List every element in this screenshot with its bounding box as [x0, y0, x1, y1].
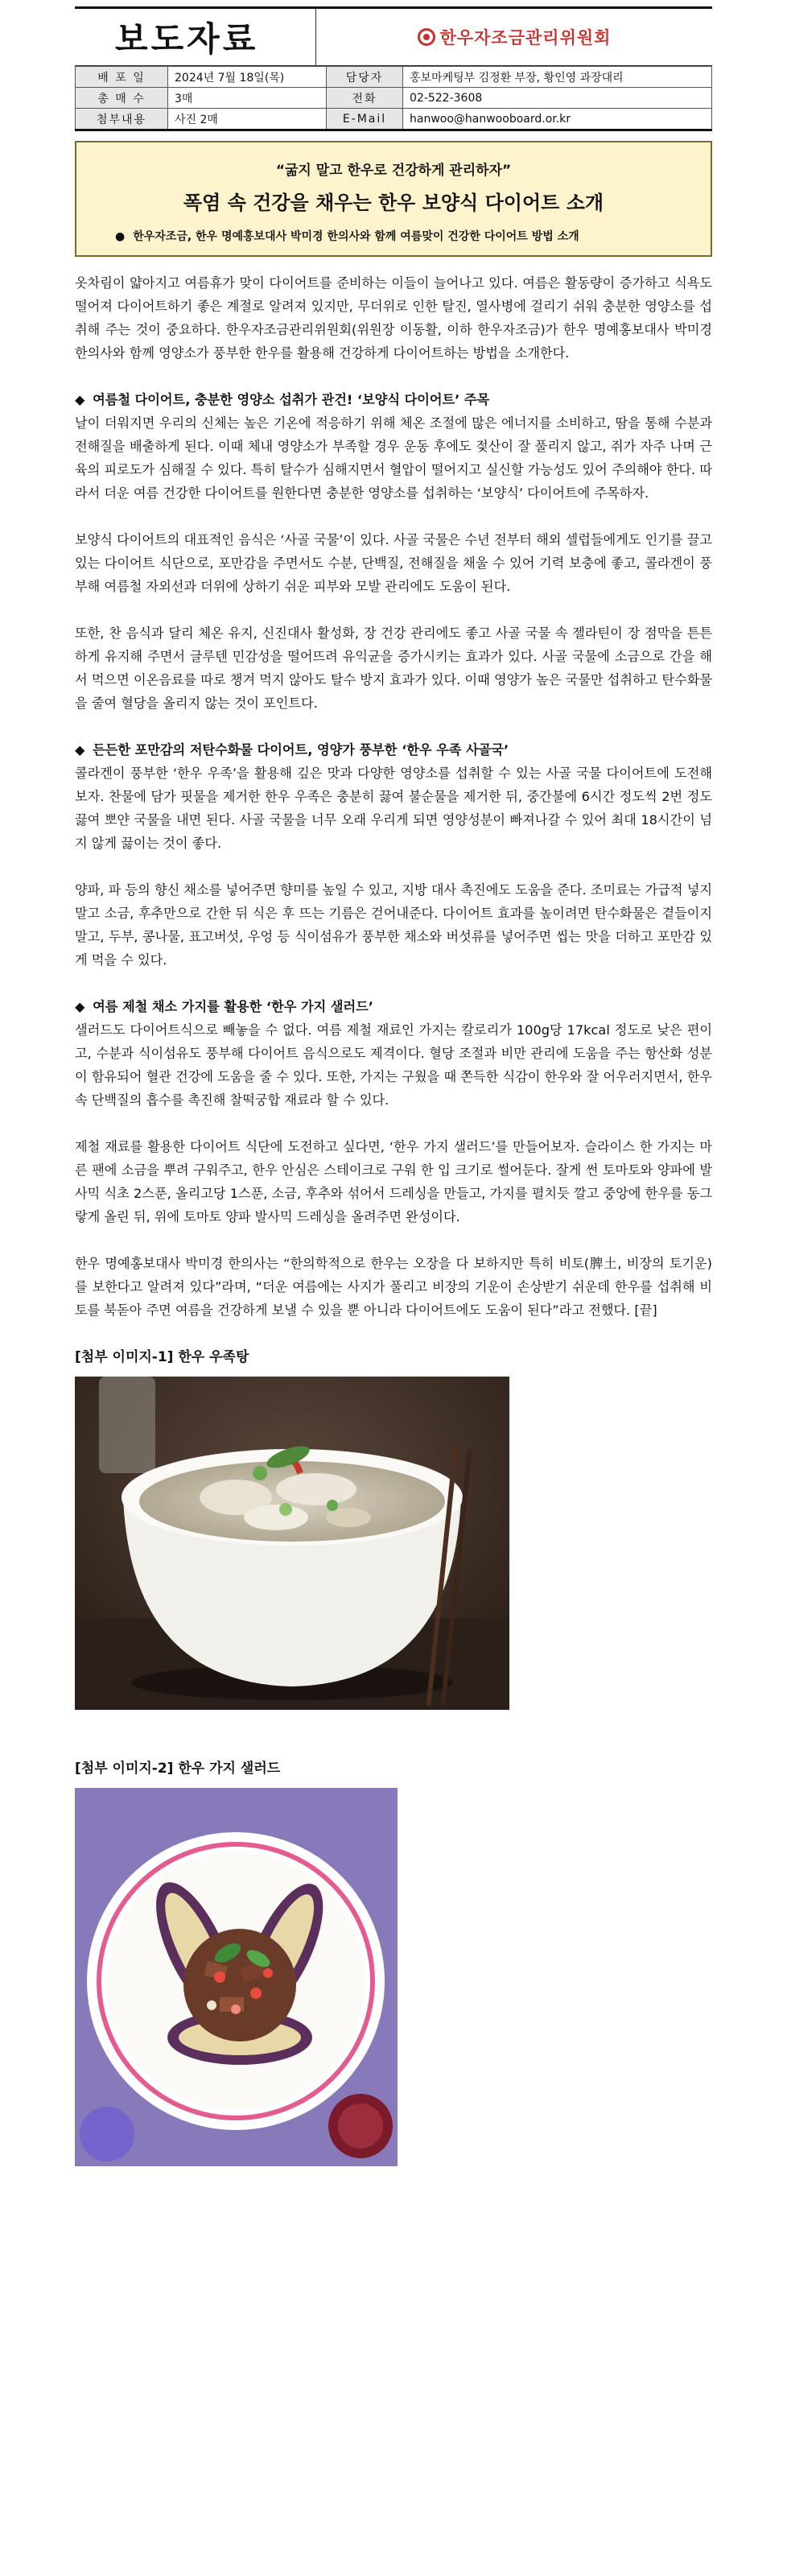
- closing-paragraph: 한우 명예홍보대사 박미경 한의사는 “한의학적으로 한우는 오장을 다 보하지만 특히 비토(脾土, 비장의 토기운)를 보한다고 알려져 있다”라며, “더운 여름에는 사지가 풀리고 비장의 기운이 손상받기 쉬운데 한우를 섭취해 비토를 북돋아 주면 여름을 건강하게 보낼 수 있을 뿐 아니라 다이어트에도 도움이 된다”라고 전했다. [끝]: [75, 1256, 712, 1318]
- meta-row: [76, 88, 712, 109]
- meta-value: 02-522-3608: [403, 88, 712, 109]
- header: [75, 6, 712, 66]
- meta-row: [76, 109, 712, 130]
- attachment-caption: [첨부 이미지-1] 한우 우족탕: [75, 1349, 249, 1365]
- headline-box: [75, 141, 712, 257]
- attachment-1: [75, 1345, 712, 1710]
- article-body: [75, 271, 712, 1322]
- meta-label: 총 매 수: [76, 88, 168, 109]
- meta-value: 홍보마케팅부 김정환 부장, 황인영 과장대리: [403, 67, 712, 88]
- attachment-2: [75, 1757, 712, 2166]
- eggplant-salad-photo: [75, 1788, 398, 2166]
- doc-title: 보도자료: [75, 9, 316, 65]
- paragraph: 제철 재료를 활용한 다이어트 식단에 도전하고 싶다면, ‘한우 가지 샐러드’를 만들어보자. 슬라이스 한 가지는 마른 팬에 소금을 뿌려 구워주고, 한우 안심은 스테이크로 구워 한 입 크기로 썰어둔다. 잘게 썬 토마토와 양파에 발사믹 식초 2스푼, 올리고당 1스푼, 소금, 후추와 섞어서 드레싱을 만들고, 가지를 펼치듯 깔고 중앙에 한우를 동그랗게 올린 뒤, 위에 토마토 양파 발사믹 드레싱을 올려주면 완성이다.: [75, 1139, 712, 1224]
- meta-table: [75, 66, 712, 131]
- diamond-icon: ◆: [75, 392, 85, 407]
- headline-bullet: ● 한우자조금, 한우 명예홍보대사 박미경 한의사와 함께 여름맞이 건강한 다이어트 방법 소개: [89, 228, 698, 244]
- org-logo: [316, 9, 712, 65]
- diamond-icon: ◆: [75, 999, 85, 1014]
- beef-soup-photo: [75, 1377, 509, 1710]
- intro-paragraph: 옷차림이 얇아지고 여름휴가 맞이 다이어트를 준비하는 이들이 늘어나고 있다. 여름은 활동량이 증가하고 식욕도 떨어져 다이어트하기 좋은 계절로 알려져 있지만, 무더위로 인한 탈진, 열사병에 걸리기 쉬워 충분한 영양소를 섭취해 주는 것이 중요하다. 한우자조금관리위원회(위원장 이동활, 이하 한우자조금)가 한우 명예홍보대사 박미경 한의사와 함께 영양소가 풍부한 한우를 활용해 건강하게 다이어트하는 방법을 소개한다.: [75, 275, 712, 361]
- attachment-caption: [첨부 이미지-2] 한우 가지 샐러드: [75, 1761, 281, 1777]
- eggplant-salad-illustration: [75, 1788, 398, 2166]
- diamond-icon: ◆: [75, 742, 85, 758]
- paragraph: 콜라겐이 풍부한 ‘한우 우족’을 활용해 깊은 맛과 다양한 영양소를 섭취할 수 있는 사골 국물 다이어트에 도전해 보자. 찬물에 담가 핏물을 제거한 한우 우족은 충분히 끓여 불순물을 제거한 뒤, 중간불에 6시간 정도씩 2번 정도 끓여 뽀얀 국물을 내면 된다. 사골 국물을 너무 오래 우리게 되면 영양성분이 빠져나갈 수 있어 최대 18시간이 넘지 않게 끓이는 것이 좋다.: [75, 766, 712, 851]
- section-heading: ◆ 든든한 포만감의 저탄수화물 다이어트, 영양가 풍부한 ‘한우 우족 사골국’: [75, 742, 509, 758]
- meta-email[interactable]: hanwoo@hanwooboard.or.kr: [403, 109, 712, 130]
- paragraph: 샐러드도 다이어트식으로 빼놓을 수 없다. 여름 제철 재료인 가지는 칼로리가 100g당 17kcal 정도로 낮은 편이고, 수분과 식이섬유도 풍부해 다이어트 음식으로도 제격이다. 혈당 조절과 비만 관리에 도움을 주는 항산화 성분이 함유되어 혈관 건강에 도움을 줄 수 있다. 또한, 가지는 구웠을 때 쫀득한 식감이 한우와 잘 어우러지면서, 한우 속 단백질의 흡수를 촉진해 찰떡궁합 재료라 할 수 있다.: [75, 1022, 712, 1108]
- paragraph: 보양식 다이어트의 대표적인 음식은 ‘사골 국물’이 있다. 사골 국물은 수년 전부터 해외 셀럽들에게도 인기를 끌고 있는 다이어트 식단으로, 포만감을 주면서도 수분, 단백질, 전해질을 채울 수 있어 기력 보충에 좋고, 콜라겐이 풍부해 여름철 자외선과 더위에 상하기 쉬운 피부와 모발 관리에도 도움이 된다.: [75, 532, 712, 594]
- headline-title: 폭염 속 건강을 채우는 한우 보양식 다이어트 소개: [183, 192, 604, 214]
- meta-value: 2024년 7월 18일(목): [168, 67, 327, 88]
- meta-label: E-Mail: [327, 109, 403, 130]
- beef-soup-illustration: [75, 1377, 509, 1710]
- meta-label: 배 포 일: [76, 67, 168, 88]
- meta-row: [76, 67, 712, 88]
- meta-label: 담당자: [327, 67, 403, 88]
- paragraph: 양파, 파 등의 향신 채소를 넣어주면 향미를 높일 수 있고, 지방 대사 촉진에도 도움을 준다. 조미료는 가급적 넣지 말고 소금, 후추만으로 간한 뒤 식은 후 뜨는 기름은 걷어내준다. 다이어트 효과를 높이려면 탄수화물은 곁들이지 말고, 두부, 콩나물, 표고버섯, 우엉 등 식이섬유가 풍부한 채소와 버섯류를 넣어주면 씹는 맛을 더하고 포만감 있게 먹을 수 있다.: [75, 882, 712, 968]
- org-name: 한우자조금관리위원회: [439, 28, 612, 47]
- meta-label: 첨부내용: [76, 109, 168, 130]
- headline-quote: “굶지 말고 한우로 건강하게 관리하자”: [275, 163, 512, 179]
- section-heading: ◆ 여름 제철 채소 가지를 활용한 ‘한우 가지 샐러드’: [75, 999, 373, 1014]
- press-release: [75, 6, 712, 2166]
- meta-label: 전화: [327, 88, 403, 109]
- meta-value: 사진 2매: [168, 109, 327, 130]
- logo-icon: [418, 28, 435, 46]
- meta-value: 3매: [168, 88, 327, 109]
- paragraph: 날이 더워지면 우리의 신체는 높은 기온에 적응하기 위해 체온 조절에 많은 에너지를 소비하고, 땀을 통해 수분과 전해질을 배출하게 된다. 이때 체내 영양소가 부족할 경우 운동 후에도 젖산이 잘 풀리지 않고, 쥐가 자주 나며 근육의 피로도가 심해질 수 있다. 특히 탈수가 심해지면서 혈압이 떨어지고 실신할 가능성도 있어 주의해야 한다. 따라서 더운 여름 건강한 다이어트를 원한다면 충분한 영양소를 섭취하는 ‘보양식’ 다이어트에 주목하자.: [75, 415, 712, 501]
- paragraph: 또한, 찬 음식과 달리 체온 유지, 신진대사 활성화, 장 건강 관리에도 좋고 사골 국물 속 젤라틴이 장 점막을 튼튼하게 유지해 주면서 글루텐 민감성을 떨어뜨려 유익균을 증가시키는 효과가 있다. 사골 국물에 소금으로 간을 해서 먹으면 이온음료를 따로 챙겨 먹지 않아도 탈수 방지 효과가 있다. 이때 영양가 높은 국물만 섭취하고 탄수화물을 줄여 혈당을 올리지 않는 것이 포인트다.: [75, 625, 712, 711]
- section-heading: ◆ 여름철 다이어트, 충분한 영양소 섭취가 관건! ‘보양식 다이어트’ 주목: [75, 392, 490, 407]
